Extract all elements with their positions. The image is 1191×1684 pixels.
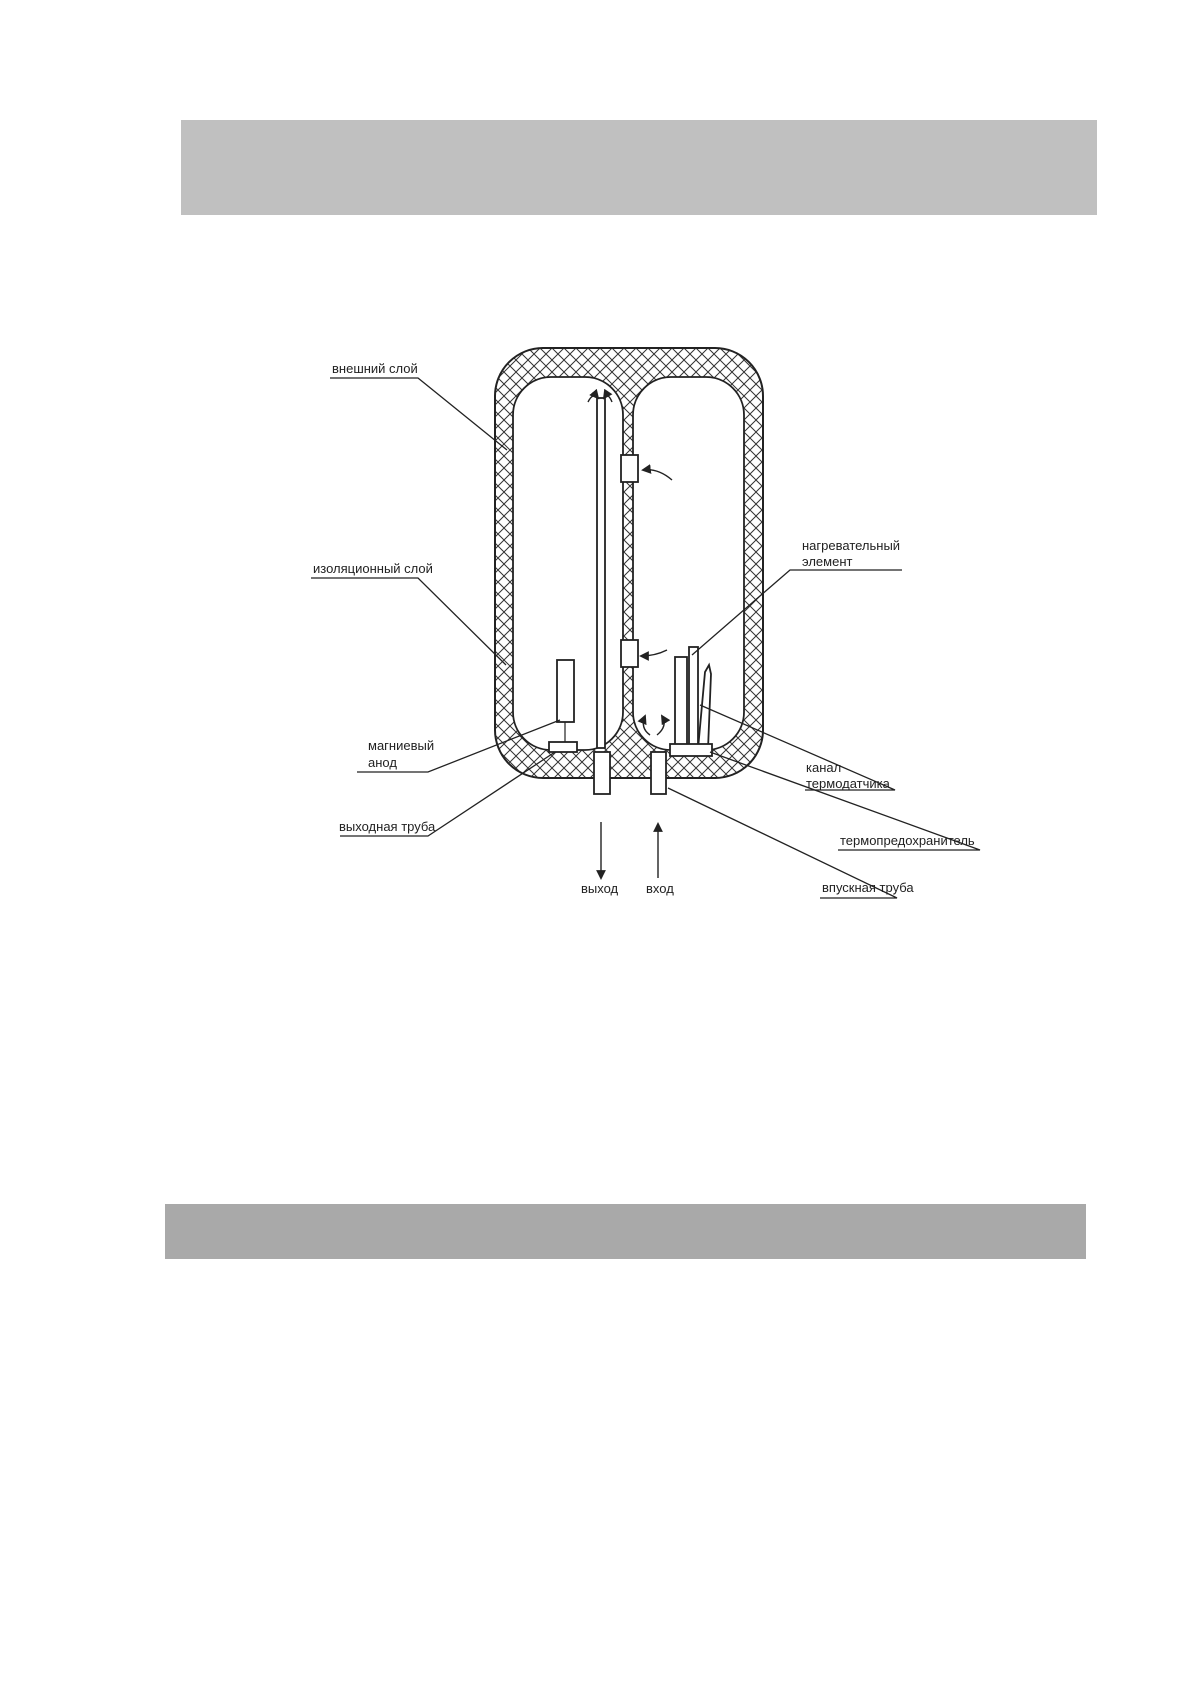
- heating-element: [675, 657, 687, 749]
- inlet-pipe: [651, 752, 666, 794]
- label-outlet-pipe: выходная труба: [339, 819, 436, 834]
- label-magnesium-anode-line2: анод: [368, 755, 397, 770]
- label-insulation-layer: изоляционный слой: [313, 561, 433, 576]
- label-outer-layer: внешний слой: [332, 361, 418, 376]
- anode-mount: [549, 742, 577, 752]
- label-sensor-channel-line2: термодатчика: [806, 776, 890, 791]
- label-heating-element-line2: элемент: [802, 554, 853, 569]
- connector-upper: [621, 455, 638, 482]
- footer-band: [165, 1204, 1086, 1259]
- label-inlet-pipe: впускная труба: [822, 880, 914, 895]
- outlet-pipe: [594, 752, 610, 794]
- label-outlet: выход: [581, 881, 619, 896]
- outlet-tube: [597, 398, 605, 748]
- magnesium-anode: [557, 660, 574, 722]
- label-inlet: вход: [646, 881, 674, 896]
- label-thermal-fuse: термопредохранитель: [840, 833, 975, 848]
- connector-lower: [621, 640, 638, 667]
- label-sensor-channel-line1: канал: [806, 760, 842, 775]
- heating-element-rod: [689, 647, 698, 749]
- label-heating-element-line1: нагревательный: [802, 538, 901, 553]
- label-magnesium-anode-line1: магниевый: [368, 738, 435, 753]
- thermal-fuse-block: [670, 744, 712, 756]
